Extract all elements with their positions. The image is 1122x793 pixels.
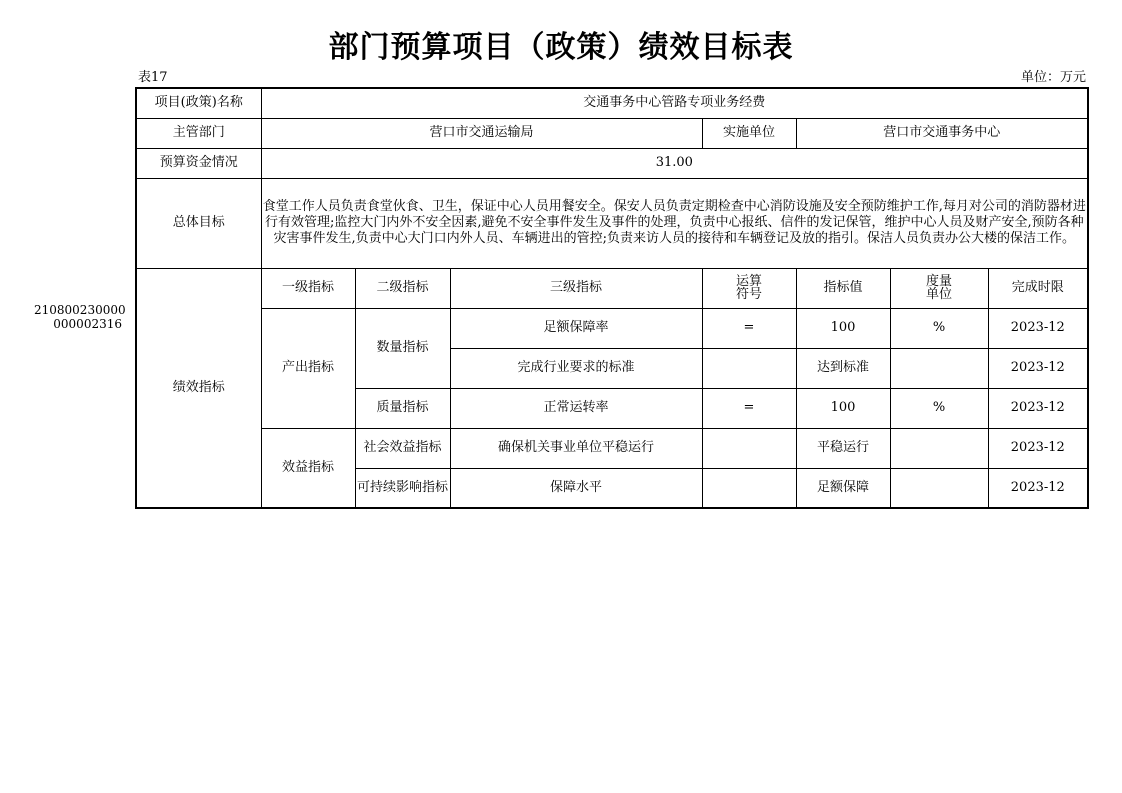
table-number: 表17: [138, 70, 168, 85]
side-code-line-1: 210800230000: [34, 303, 126, 317]
indicator-deadline: 2023-12: [988, 388, 1088, 428]
header-level3: 三级指标: [450, 268, 702, 308]
group-sustain: 可持续影响指标: [355, 468, 450, 508]
budget-row: [136, 148, 1088, 178]
indicator-unit: %: [890, 388, 988, 428]
indicator-unit: %: [890, 308, 988, 348]
header-deadline: 完成时限: [988, 268, 1088, 308]
indicator-value: 100: [796, 388, 890, 428]
goal-row: [136, 178, 1088, 268]
dept-value: 营口市交通运输局: [261, 118, 702, 148]
group-quality: 质量指标: [355, 388, 450, 428]
indicator-operator: [702, 348, 796, 388]
header-unit-line2: 单位: [925, 287, 952, 302]
indicator-deadline: 2023-12: [988, 428, 1088, 468]
impl-label: 实施单位: [702, 118, 796, 148]
indicator-deadline: 2023-12: [988, 348, 1088, 388]
dept-label: 主管部门: [136, 118, 261, 148]
table-row: [136, 428, 1088, 468]
group-quantity: 数量指标: [355, 308, 450, 388]
indicator-value: 平稳运行: [796, 428, 890, 468]
header-operator-line2: 符号: [735, 287, 762, 302]
project-label: 项目(政策)名称: [136, 88, 261, 118]
group-output: 产出指标: [261, 308, 355, 428]
indicator-name: 完成行业要求的标准: [450, 348, 702, 388]
header-unit-line1: 度量: [925, 274, 952, 289]
perf-label: 绩效指标: [136, 268, 261, 508]
header-operator: [702, 268, 796, 308]
indicator-operator: =: [702, 388, 796, 428]
project-row: [136, 88, 1088, 118]
indicator-name: 足额保障率: [450, 308, 702, 348]
goal-value: 食堂工作人员负责食堂伙食、卫生，保证中心人员用餐安全。保安人员负责定期检查中心消防设施及安全预防维护工作,每月对公司的消防器材进行有效管理;监控大门内外不安全因素,避免不安全事件发生及事件的处理，负责中心报纸、信件的发记保管，维护中心人员及财产安全,预防各种灾害事件发生,负责中心大门口内外人员、车辆进出的管控;负责来访人员的接待和车辆登记及放的指引。保洁人员负责办公大楼的保洁工作。: [261, 178, 1088, 268]
impl-value: 营口市交通事务中心: [796, 118, 1088, 148]
unit-label: 单位：万元: [1020, 70, 1086, 85]
budget-label: 预算资金情况: [136, 148, 261, 178]
header-level2: 二级指标: [355, 268, 450, 308]
header-operator-line1: 运算: [735, 274, 762, 289]
page-title: 部门预算项目（政策）绩效目标表: [328, 30, 794, 65]
indicator-operator: [702, 468, 796, 508]
goal-label: 总体目标: [136, 178, 261, 268]
indicator-unit: [890, 348, 988, 388]
indicator-operator: [702, 428, 796, 468]
indicator-value: 达到标准: [796, 348, 890, 388]
header-level1: 一级指标: [261, 268, 355, 308]
indicator-name: 正常运转率: [450, 388, 702, 428]
side-code: [34, 303, 126, 331]
header-row: [136, 268, 1088, 308]
indicator-unit: [890, 428, 988, 468]
side-code-line-2: 000002316: [53, 317, 122, 331]
indicator-unit: [890, 468, 988, 508]
indicator-value: 足额保障: [796, 468, 890, 508]
project-value: 交通事务中心管路专项业务经费: [261, 88, 1088, 118]
group-social: 社会效益指标: [355, 428, 450, 468]
indicator-name: 确保机关事业单位平稳运行: [450, 428, 702, 468]
header-value: 指标值: [796, 268, 890, 308]
performance-table: [135, 87, 1089, 509]
indicator-name: 保障水平: [450, 468, 702, 508]
group-benefit: 效益指标: [261, 428, 355, 508]
indicator-deadline: 2023-12: [988, 308, 1088, 348]
table-row: [136, 308, 1088, 348]
indicator-operator: =: [702, 308, 796, 348]
indicator-deadline: 2023-12: [988, 468, 1088, 508]
header-unit: [890, 268, 988, 308]
indicator-value: 100: [796, 308, 890, 348]
budget-value: 31.00: [261, 148, 1088, 178]
dept-row: [136, 118, 1088, 148]
